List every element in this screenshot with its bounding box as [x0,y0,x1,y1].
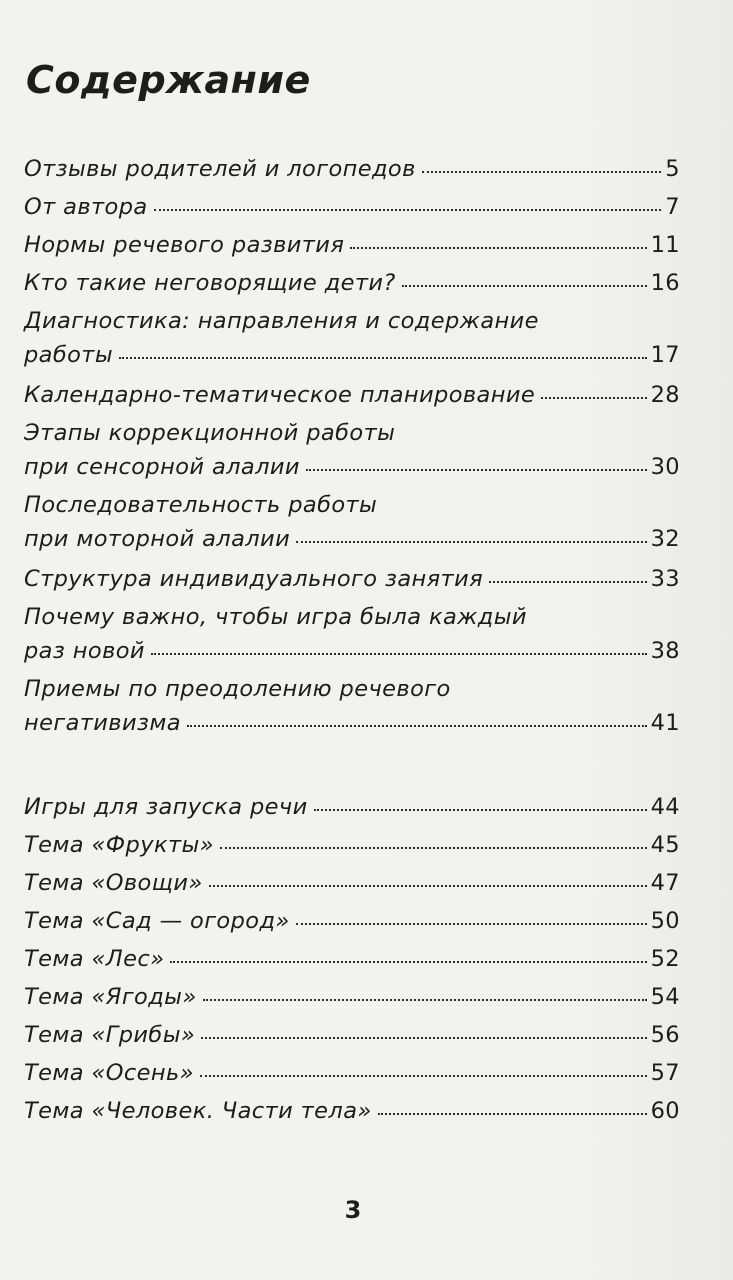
toc-entry-page-number: 50 [650,908,680,934]
dot-leader [402,285,647,287]
toc-entry-page-number: 7 [665,194,680,220]
toc-entry-row [24,150,680,188]
toc-entry-row [24,188,680,226]
dot-leader [378,1113,647,1115]
toc-entry-row [24,1016,680,1054]
toc-entry-title: Календарно-тематическое планирование [24,382,536,408]
toc-entry-title: Тема «Грибы» [24,1022,196,1048]
dot-leader [209,885,647,887]
toc-entry[interactable] [24,672,680,740]
toc-entry-page-number: 32 [650,526,680,552]
toc-entry-title: Тема «Ягоды» [24,984,197,1010]
toc-entry-page-number: 11 [650,232,680,258]
toc-entry-page-number: 38 [650,638,680,664]
toc-entry-page-number: 44 [650,794,680,820]
dot-leader [201,1037,646,1039]
toc-entry-row [24,978,680,1016]
toc-entry[interactable] [24,150,680,188]
toc-entry-row [24,826,680,864]
toc-entry-title: От автора [24,194,148,220]
toc-entry-row [24,864,680,902]
toc-entry-title-line: Этапы коррекционной работы [24,420,396,446]
toc-entry-page-number: 17 [650,342,680,368]
toc-entry-page-number: 16 [650,270,680,296]
toc-entry-title: Тема «Фрукты» [24,832,214,858]
toc-entry[interactable] [24,1054,680,1092]
toc-entry[interactable] [24,376,680,414]
toc-entry-row [24,450,680,484]
dot-leader [296,923,647,925]
toc-entry-title-line: Приемы по преодолению речевого [24,676,451,702]
toc-entry[interactable] [24,188,680,226]
toc-entry-page-number: 30 [650,454,680,480]
toc-entry-title: при моторной алалии [24,526,291,552]
dot-leader [187,725,647,727]
section-gap [24,744,680,788]
toc-entry-row [24,376,680,414]
toc-entry[interactable] [24,304,680,372]
toc-entry-row [24,634,680,668]
page-title: Содержание [26,58,311,102]
toc-entry-row [24,264,680,302]
table-of-contents [24,150,680,1130]
toc-entry[interactable] [24,600,680,668]
toc-entry-page-number: 57 [650,1060,680,1086]
toc-entry[interactable] [24,416,680,484]
toc-entry-page-number: 56 [650,1022,680,1048]
toc-entry-row [24,560,680,598]
toc-entry-title: негативизма [24,710,181,736]
toc-entry-page-number: 5 [665,156,680,182]
dot-leader [350,247,646,249]
toc-entry-title: Тема «Лес» [24,946,165,972]
toc-entry-title: работы [24,342,113,368]
toc-entry-title: Кто такие неговорящие дети? [24,270,396,296]
toc-entry-page-number: 54 [650,984,680,1010]
dot-leader [220,847,647,849]
toc-entry-title-line: Диагностика: направления и содержание [24,308,539,334]
toc-entry-title: Игры для запуска речи [24,794,308,820]
toc-entry-page-number: 28 [650,382,680,408]
toc-entry[interactable] [24,488,680,556]
dot-leader [296,541,646,543]
toc-entry[interactable] [24,1092,680,1130]
dot-leader [170,961,646,963]
dot-leader [422,171,662,173]
toc-entry-title-line: Почему важно, чтобы игра была каждый [24,604,527,630]
toc-entry[interactable] [24,560,680,598]
toc-entry-row [24,706,680,740]
toc-entry[interactable] [24,940,680,978]
toc-entry-page-number: 45 [650,832,680,858]
toc-entry-row [24,940,680,978]
dot-leader [203,999,647,1001]
dot-leader [154,209,662,211]
toc-entry-title: Тема «Овощи» [24,870,203,896]
dot-leader [151,653,647,655]
toc-entry[interactable] [24,826,680,864]
toc-entry-title: Нормы речевого развития [24,232,345,258]
dot-leader [541,397,646,399]
dot-leader [306,469,647,471]
toc-entry-page-number: 47 [650,870,680,896]
toc-entry-row [24,1092,680,1130]
toc-entry-row [24,788,680,826]
dot-leader [314,809,647,811]
toc-entry[interactable] [24,788,680,826]
toc-entry[interactable] [24,864,680,902]
toc-entry[interactable] [24,264,680,302]
toc-entry-title: Отзывы родителей и логопедов [24,156,416,182]
toc-entry-title-line: Последовательность работы [24,492,378,518]
toc-entry-page-number: 60 [650,1098,680,1124]
toc-entry-title: при сенсорной алалии [24,454,300,480]
toc-entry-row [24,1054,680,1092]
toc-entry-title: Тема «Осень» [24,1060,194,1086]
toc-entry-page-number: 33 [650,566,680,592]
toc-entry-page-number: 41 [650,710,680,736]
dot-leader [119,357,647,359]
toc-entry-row [24,522,680,556]
toc-entry-row [24,338,680,372]
page-number-footer: 3 [344,1196,362,1224]
dot-leader [200,1075,647,1077]
toc-entry-row [24,226,680,264]
toc-entry[interactable] [24,1016,680,1054]
toc-entry-title: раз новой [24,638,145,664]
toc-entry-page-number: 52 [650,946,680,972]
toc-entry-title: Тема «Сад — огород» [24,908,290,934]
toc-entry[interactable] [24,978,680,1016]
toc-entry-title: Тема «Человек. Части тела» [24,1098,372,1124]
toc-entry[interactable] [24,226,680,264]
toc-entry[interactable] [24,902,680,940]
toc-entry-title: Структура индивидуального занятия [24,566,484,592]
toc-entry-row [24,902,680,940]
dot-leader [489,581,647,583]
